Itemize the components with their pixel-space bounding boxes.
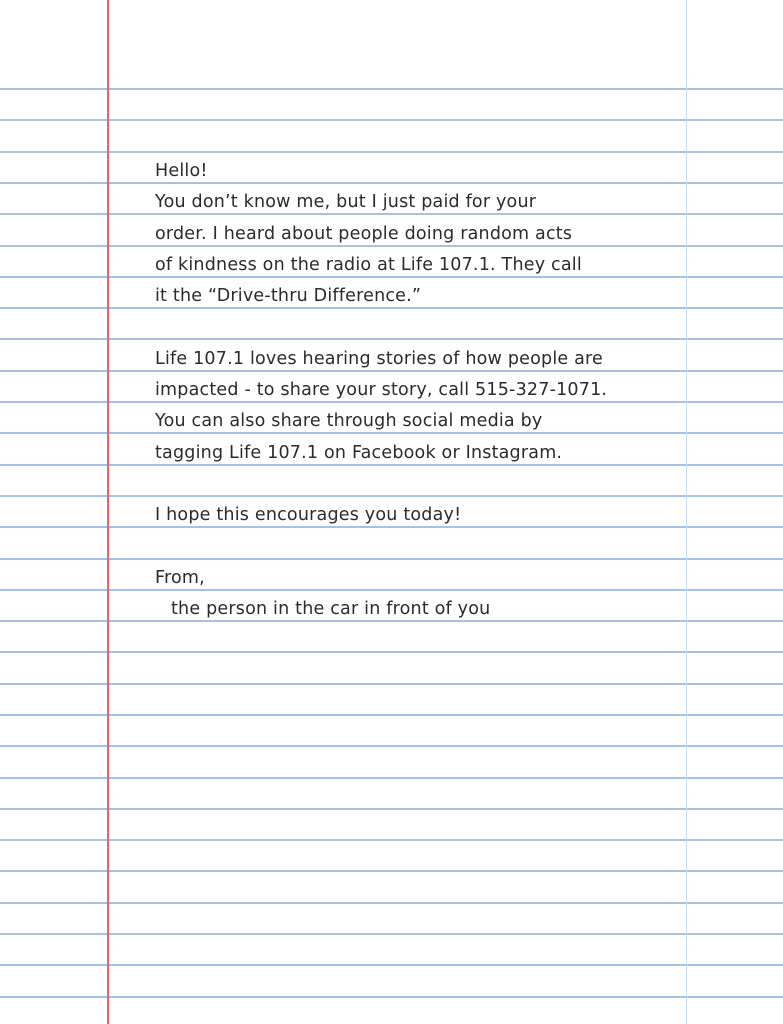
rule-line: [0, 714, 783, 716]
blank-line: [155, 312, 675, 343]
rule-line: [0, 902, 783, 904]
blank-line: [155, 469, 675, 500]
rule-line: [0, 88, 783, 90]
rule-line: [0, 745, 783, 747]
letter-line: You can also share through social media by: [155, 411, 543, 432]
rule-line: [0, 964, 783, 966]
letter-line: it the “Drive-thru Difference.”: [155, 286, 422, 307]
rule-line: [0, 870, 783, 872]
encouragement-line: I hope this encourages you today!: [155, 505, 462, 526]
letter-line: You don’t know me, but I just paid for your: [155, 192, 537, 213]
handwritten-letter: [155, 156, 675, 625]
letter-line: Life 107.1 loves hearing stories of how people are: [155, 348, 604, 369]
rule-line: [0, 996, 783, 998]
greeting: Hello!: [155, 161, 208, 181]
rule-line: [0, 777, 783, 779]
letter-line: tagging Life 107.1 on Facebook or Instagram.: [155, 442, 563, 463]
rule-line: [0, 151, 783, 153]
signature: the person in the car in front of you: [171, 599, 491, 620]
red-margin-line: [107, 0, 109, 1024]
rule-line: [0, 683, 783, 685]
letter-line: order. I heard about people doing random acts: [155, 223, 573, 244]
rule-line: [0, 651, 783, 653]
blank-line: [155, 532, 675, 563]
rule-line: [0, 808, 783, 810]
closing: From,: [155, 567, 205, 588]
rule-line: [0, 839, 783, 841]
letter-line: impacted - to share your story, call 515-327-1071.: [155, 380, 608, 401]
letter-line: of kindness on the radio at Life 107.1. They call: [155, 254, 582, 275]
rule-line: [0, 933, 783, 935]
right-margin-line: [686, 0, 687, 1024]
rule-line: [0, 119, 783, 121]
